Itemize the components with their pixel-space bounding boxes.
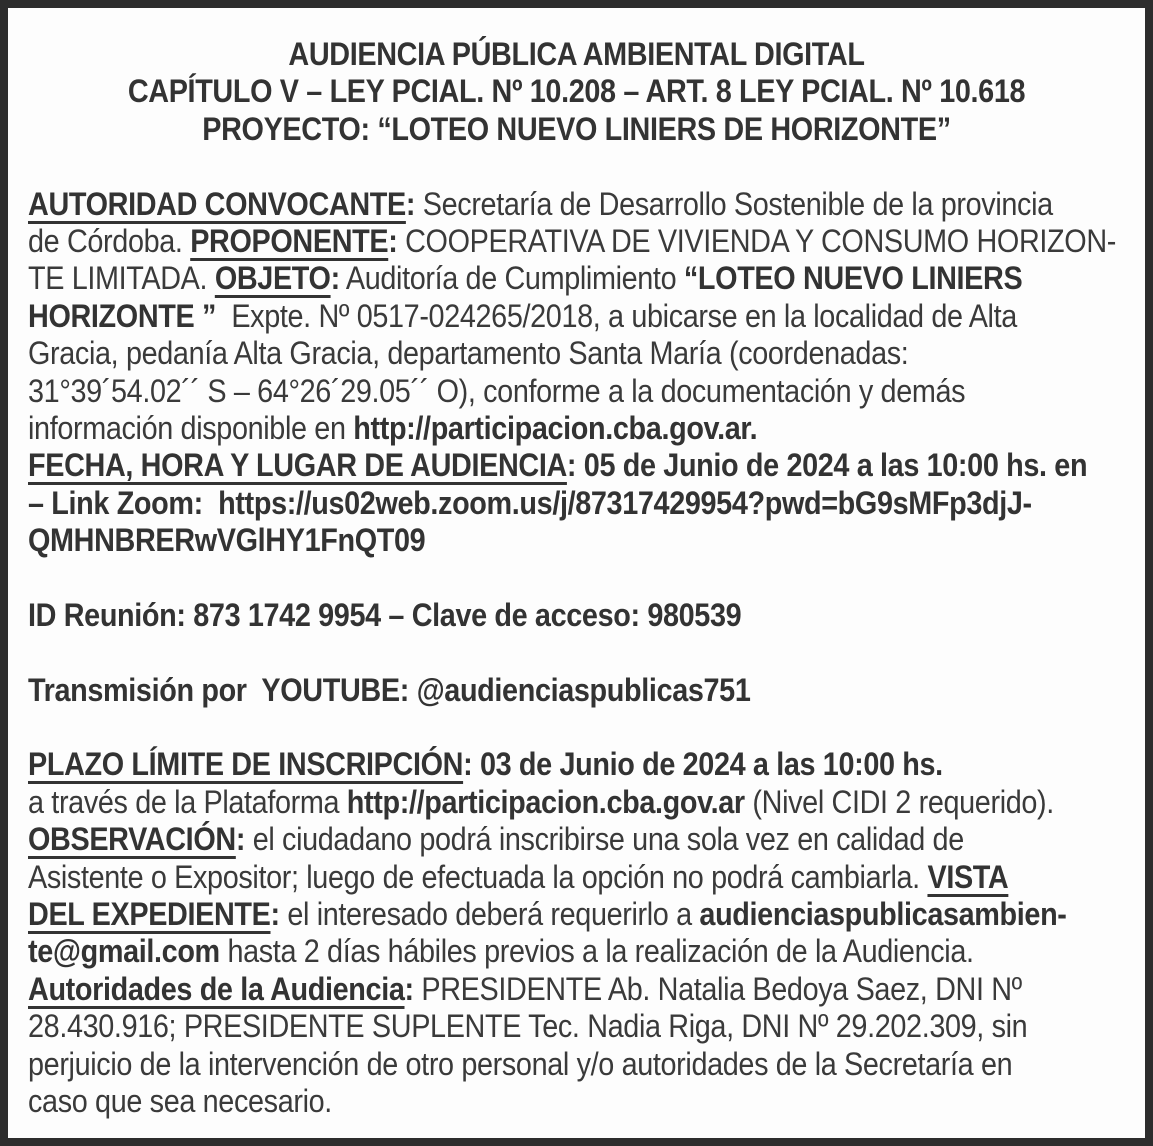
text-run: de Córdoba.: [28, 222, 191, 259]
label-vista-expediente-cont: DEL EXPEDIENTE: [28, 895, 271, 932]
label-objeto: OBJETO: [214, 260, 331, 297]
text-run: caso que sea necesario.: [28, 1082, 332, 1119]
project-name-cont: HORIZONTE ”: [28, 297, 217, 334]
line-coordenadas: [28, 373, 1015, 410]
project-name: “LOTEO NUEVO LINIERS: [683, 260, 1023, 297]
text-run: Secretaría de Desarrollo Sostenible de la provincia: [415, 185, 1053, 222]
text-run: Asistente o Expositor; luego de efectuada la opción no podrá cambiarla.: [28, 858, 928, 895]
participacion-url: http://participacion.cba.gov.ar: [346, 783, 745, 820]
text-run: perjuicio de la intervención de otro personal y/o autoridades de la Secretaría en: [28, 1045, 1013, 1082]
text-run: Expte. Nº 0517-024265/2018, a ubicarse en la localidad de Alta: [216, 297, 1017, 334]
text-run: CAPÍTULO V – LEY PCIAL. Nº 10.208 – ART. 8 LEY PCIAL. Nº 10.618: [127, 73, 1026, 110]
text-run: Gracia, pedanía Alta Gracia, departamento Santa María (coordenadas:: [28, 335, 909, 372]
text-run: Auditoría de Cumplimiento: [339, 260, 684, 297]
line-plataforma: [28, 783, 1054, 821]
line-zoom-link-cont: [28, 522, 1015, 559]
blank-line: [28, 709, 1015, 746]
text-run: información disponible en: [28, 409, 354, 446]
presidente-suplente: 28.430.916; PRESIDENTE SUPLENTE Tec. Nadia Riga, DNI Nº 29.202.309, sin: [28, 1008, 1028, 1045]
text-run: hasta 2 días hábiles previos a la realización de la Audiencia.: [219, 933, 974, 970]
text-run: a través de la Plataforma: [28, 783, 347, 820]
label-link-zoom: – Link Zoom:: [28, 484, 203, 521]
text-run: :: [235, 821, 246, 858]
label-autoridades: Autoridades de la Audiencia: [28, 970, 405, 1007]
text-run: PROYECTO: “LOTEO NUEVO LINIERS DE HORIZONTE”: [202, 110, 951, 147]
text-run: AUDIENCIA PÚBLICA AMBIENTAL DIGITAL: [288, 36, 865, 72]
zoom-url-part1: https://us02web.zoom.us/j/87317429954?pwd=bG9sMFp3djJ-: [202, 484, 1032, 521]
youtube-handle: Transmisión por YOUTUBE: @audienciaspublicas751: [28, 671, 751, 708]
title-line-3: [83, 111, 1070, 148]
coordinates: 31°39´54.02´´ S – 64°26´29.05´´ O), conforme a la documentación y demás: [28, 372, 966, 409]
text-run: :: [566, 447, 577, 484]
text-run: COOPERATIVA DE VIVIENDA Y CONSUMO HORIZON-: [397, 222, 1117, 259]
text-run: :: [463, 746, 473, 783]
line-proponente: [28, 222, 1117, 260]
audiencia-datetime: 05 de Junio de 2024 a las 10:00 hs. en: [576, 447, 1088, 484]
label-observacion: OBSERVACIÓN: [28, 821, 236, 858]
title-line-2: [83, 73, 1070, 110]
text-run: :: [388, 222, 398, 259]
text-run: :: [404, 970, 414, 1007]
email-part2: te@gmail.com: [28, 933, 220, 970]
notice-body: [28, 36, 1125, 1120]
line-fecha-hora-lugar: [28, 447, 1088, 484]
line-autoridades: [28, 970, 1022, 1008]
line-id-reunion: [28, 597, 1015, 634]
zoom-url-part2: QMHNBRERwVGlHY1FnQT09: [28, 522, 426, 559]
line-dni: [28, 1008, 1028, 1045]
text-run: (Nivel CIDI 2 requerido).: [744, 783, 1054, 820]
line-objeto: [28, 260, 1023, 297]
text-run: :: [270, 895, 280, 932]
participacion-url: http://participacion.cba.gov.ar.: [353, 409, 758, 446]
meeting-id-passcode: ID Reunión: 873 1742 9954 – Clave de acceso: 980539: [28, 596, 742, 633]
line-perjuicio: [28, 1046, 1015, 1083]
presidente: PRESIDENTE Ab. Natalia Bedoya Saez, DNI Nº: [413, 970, 1022, 1007]
line-observacion: [28, 821, 1015, 858]
blank-line: [28, 559, 1015, 596]
label-plazo-limite: PLAZO LÍMITE DE INSCRIPCIÓN: [28, 746, 464, 783]
text-run: TE LIMITADA.: [28, 260, 215, 297]
text-run: :: [405, 185, 416, 222]
text-run: el ciudadano podrá inscribirse una sola vez en calidad de: [245, 821, 964, 858]
blank-line: [28, 634, 1015, 671]
plazo-datetime: 03 de Junio de 2024 a las 10:00 hs.: [472, 746, 943, 783]
line-del-expediente: [28, 895, 1067, 933]
title-line-1: [83, 36, 1070, 73]
line-plazo-limite: [28, 746, 1015, 783]
label-proponente: PROPONENTE: [190, 222, 389, 259]
line-expediente: [28, 298, 1015, 335]
line-caso: [28, 1083, 1015, 1120]
email-part1: audienciaspublicasambien-: [699, 895, 1067, 932]
line-zoom-link: [28, 484, 1032, 522]
blank-line: [28, 148, 1015, 185]
line-localidad: [28, 335, 1015, 372]
text-run: :: [330, 260, 340, 297]
line-autoridad-convocante: [28, 185, 1053, 223]
label-vista-expediente: VISTA: [927, 858, 1009, 895]
label-fecha-hora-lugar: FECHA, HORA Y LUGAR DE AUDIENCIA: [28, 447, 567, 484]
line-youtube: [28, 672, 1015, 709]
text-run: el interesado deberá requerirlo a: [279, 895, 700, 932]
label-autoridad-convocante: AUTORIDAD CONVOCANTE: [28, 185, 406, 222]
line-email: [28, 933, 1015, 970]
line-informacion: [28, 410, 1015, 447]
line-asistente: [28, 859, 1015, 896]
